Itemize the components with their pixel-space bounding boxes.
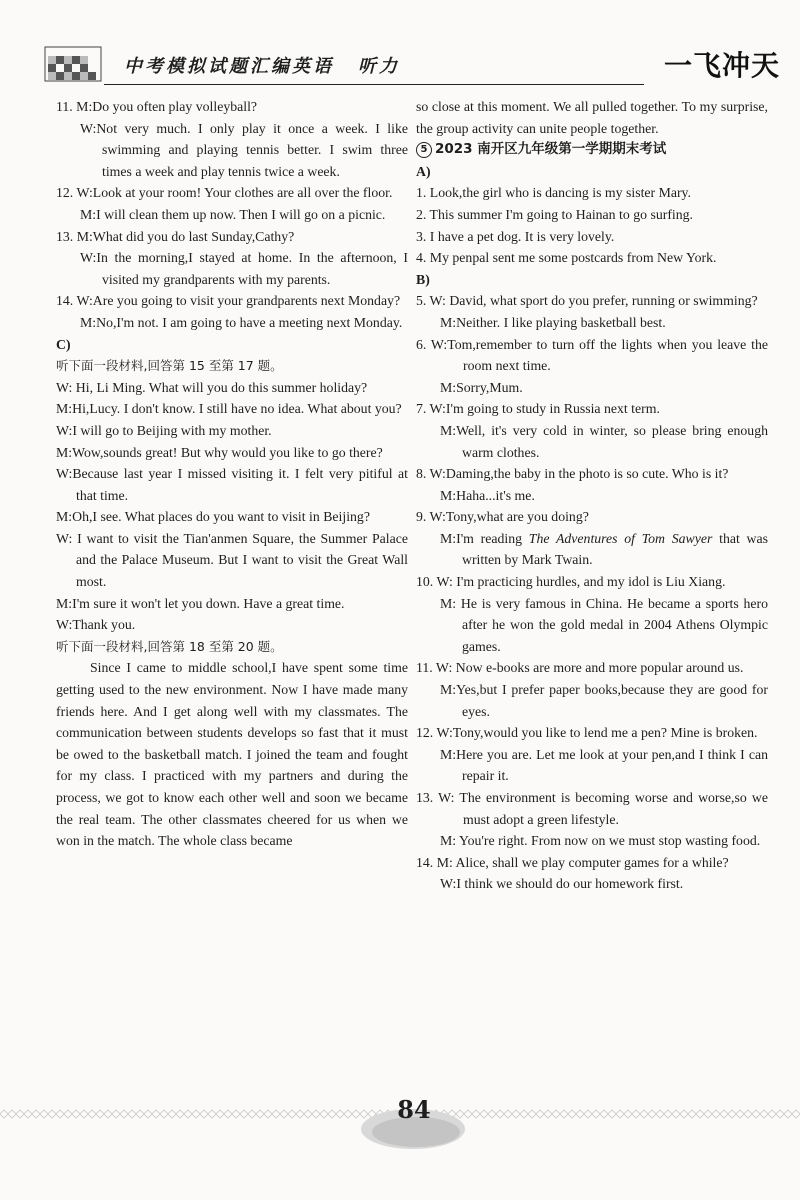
question-item: 11. M:Do you often play volleyball? bbox=[56, 99, 258, 114]
question-item: 3. I have a pet dog. It is very lovely. bbox=[416, 228, 615, 244]
question-item: 13. W: The environment is becoming worse and worse,so we must adopt a green lifestyle. bbox=[416, 790, 768, 827]
dialogue-line: W:Because last year I missed visiting it. I felt very pitiful at that time. bbox=[56, 466, 408, 503]
question-item: 13. M:What did you do last Sunday,Cathy? bbox=[56, 228, 295, 244]
reply-text: M:I'm reading bbox=[440, 530, 529, 546]
header-rule bbox=[104, 84, 644, 85]
dialogue-line: M:I'm sure it won't let you down. Have a great time. bbox=[56, 595, 345, 611]
dialogue-reply: M:Sorry,Mum. bbox=[440, 379, 523, 395]
question-item: 12. W:Look at your room! Your clothes are all over the floor. bbox=[56, 185, 393, 201]
dialogue-reply bbox=[416, 528, 768, 571]
question-item: 10. W: I'm practicing hurdles, and my idol is Liu Xiang. bbox=[416, 574, 726, 590]
dialogue-line: M:Oh,I see. What places do you want to visit in Beijing? bbox=[56, 509, 370, 525]
dialogue-reply: M:Haha...it's me. bbox=[440, 487, 535, 503]
question-item: 4. My penpal sent me some postcards from New York. bbox=[416, 250, 717, 266]
question-item: 14. M: Alice, shall we play computer games for a while? bbox=[416, 854, 729, 870]
dialogue-line: M:Hi,Lucy. I don't know. I still have no idea. What about you? bbox=[56, 401, 402, 417]
question-item: 5. W: David, what sport do you prefer, running or swimming? bbox=[416, 293, 758, 309]
dialogue-reply: W:Not very much. I only play it once a week. I like swimming and playing tennis better. I swim three times a week and play tennis twice a week. bbox=[80, 120, 408, 179]
dialogue-reply: M:No,I'm not. I am going to have a meeting next Monday. bbox=[80, 314, 403, 330]
question-item: 8. W:Daming,the baby in the photo is so cute. Who is it? bbox=[416, 466, 729, 482]
part-heading: B) bbox=[416, 271, 430, 287]
dialogue-line: W: Hi, Li Ming. What will you do this summer holiday? bbox=[56, 379, 368, 395]
brand-logo: 一飞冲天 bbox=[664, 49, 781, 82]
reply-text: that was written by Mark Twain. bbox=[462, 530, 769, 568]
dialogue-reply: M:Here you are. Let me look at your pen,and I think I can repair it. bbox=[440, 746, 768, 784]
part-heading: C) bbox=[56, 336, 71, 352]
passage-continuation: so close at this moment. We all pulled together. To my surprise, the group activity can unite people together. bbox=[416, 99, 768, 136]
exam-section-title bbox=[416, 139, 768, 161]
page-footer bbox=[0, 1095, 800, 1175]
dialogue-line: W:Thank you. bbox=[56, 617, 136, 633]
instruction-text: 听下面一段材料,回答第 15 至第 17 题。 bbox=[56, 358, 283, 374]
question-item: 11. W: Now e-books are more and more popular around us. bbox=[416, 660, 744, 676]
dialogue-reply: M:I will clean them up now. Then I will go on a picnic. bbox=[80, 206, 386, 222]
question-item: 14. W:Are you going to visit your grandparents next Monday? bbox=[56, 293, 401, 309]
dialogue-reply: M:Well, it's very cold in winter, so please bring enough warm clothes. bbox=[440, 422, 768, 460]
instruction-text: 听下面一段材料,回答第 18 至第 20 题。 bbox=[56, 638, 283, 654]
dialogue-reply: M:Yes,but I prefer paper books,because they are good for eyes. bbox=[440, 682, 768, 719]
passage-paragraph: Since I came to middle school,I have spent some time getting used to the new environment. Now I have made many friends here. And I get along well with my classmates. The communication between students develops so fast that it must be owed to the basketball match. I joined the team and fought for my class. I practiced with my partners and during the process, we got to know each other well and soon we became the real team. The other classmates cheered for us when we won in the match. The whole class became bbox=[56, 660, 408, 849]
question-item: 1. Look,the girl who is dancing is my sister Mary. bbox=[416, 185, 692, 201]
question-item: 7. W:I'm going to study in Russia next term. bbox=[416, 401, 660, 417]
left-column bbox=[56, 96, 408, 852]
dialogue-reply: W:In the morning,I stayed at home. In the afternoon, I visited my grandparents with my parents. bbox=[80, 250, 408, 287]
dialogue-line: M:Wow,sounds great! But why would you like to go there? bbox=[56, 444, 383, 460]
dialogue-reply: W:I think we should do our homework first. bbox=[440, 876, 684, 892]
page-header bbox=[0, 0, 800, 92]
book-title-italic: The Adventures of Tom Sawyer bbox=[528, 530, 713, 546]
question-item: 12. W:Tony,would you like to lend me a pen? Mine is broken. bbox=[416, 725, 758, 741]
right-column bbox=[416, 96, 768, 895]
part-heading: A) bbox=[416, 163, 431, 179]
dialogue-reply: M:Neither. I like playing basketball best. bbox=[440, 314, 666, 330]
question-item: 2. This summer I'm going to Hainan to go surfing. bbox=[416, 206, 693, 222]
question-item: 9. W:Tony,what are you doing? bbox=[416, 509, 589, 525]
dialogue-line: W: I want to visit the Tian'anmen Square, the Summer Palace and the Palace Museum. But I want to visit the Great Wall most. bbox=[56, 530, 408, 590]
checker-ornament-icon bbox=[44, 46, 102, 82]
header-title bbox=[124, 52, 400, 78]
dialogue-reply: M: He is very famous in China. He became a sports hero after he won the gold medal in 2004 Athens Olympic games. bbox=[440, 595, 768, 654]
page-number: 84 bbox=[397, 1095, 431, 1124]
section-title-text: 2023 南开区九年级第一学期期末考试 bbox=[435, 141, 667, 158]
dialogue-line: W:I will go to Beijing with my mother. bbox=[56, 422, 272, 438]
question-item: 6. W:Tom,remember to turn off the lights when you leave the room next time. bbox=[416, 336, 768, 374]
circled-number: 5 bbox=[416, 142, 432, 158]
book-title: 中考模拟试题汇编英语 bbox=[124, 56, 334, 76]
dialogue-reply: M: You're right. From now on we must stop wasting food. bbox=[440, 833, 761, 849]
book-subtitle: 听力 bbox=[358, 56, 400, 76]
